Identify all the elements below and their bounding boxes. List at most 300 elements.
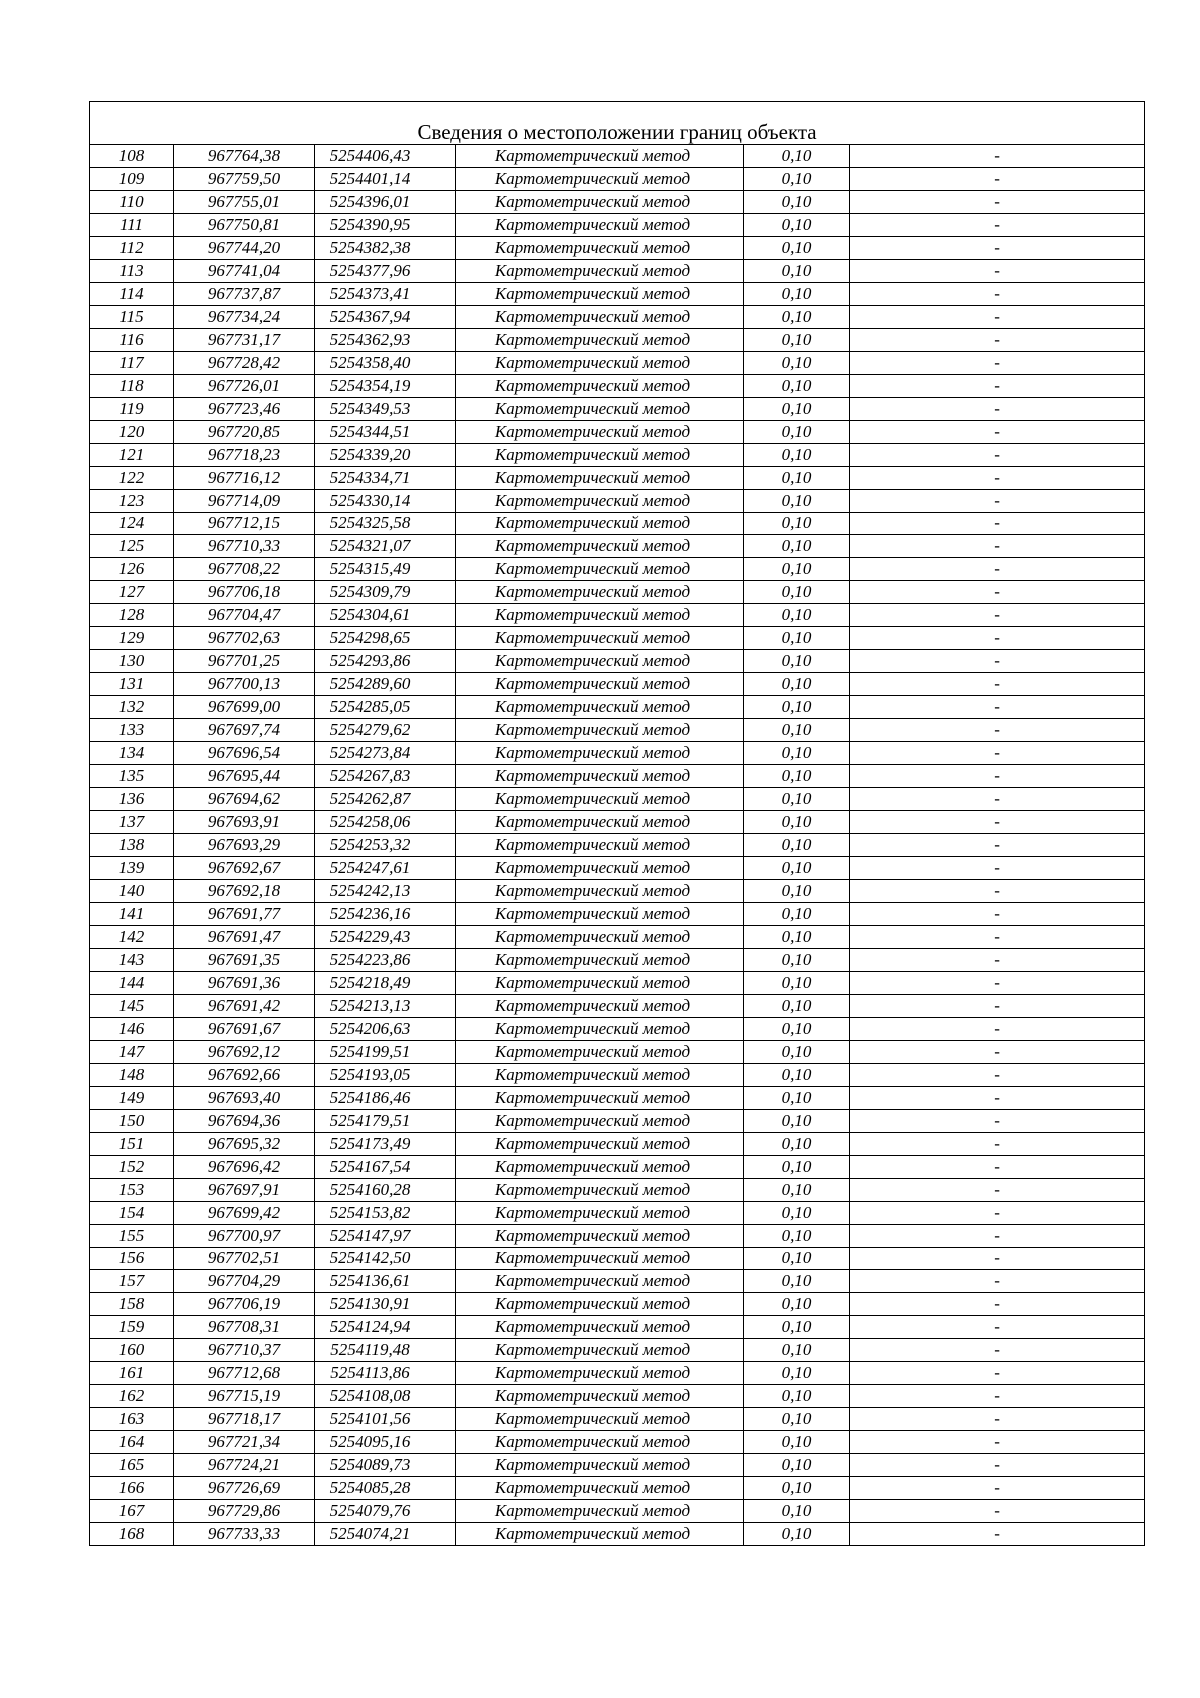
y-coordinate-cell: 5254199,51 [315,1040,456,1063]
table-row [90,604,1145,627]
accuracy-cell: 0,10 [744,994,850,1017]
y-coordinate-cell: 5254309,79 [315,581,456,604]
accuracy-cell: 0,10 [744,535,850,558]
point-number-cell: 113 [90,259,174,282]
y-coordinate-cell: 5254124,94 [315,1316,456,1339]
y-coordinate-cell: 5254095,16 [315,1431,456,1454]
accuracy-cell: 0,10 [744,374,850,397]
accuracy-cell: 0,10 [744,834,850,857]
description-cell: - [850,994,1145,1017]
point-number-cell: 152 [90,1155,174,1178]
point-number-cell: 144 [90,971,174,994]
accuracy-cell: 0,10 [744,857,850,880]
table-row [90,282,1145,305]
description-cell: - [850,512,1145,535]
table-row [90,1500,1145,1523]
y-coordinate-cell: 5254325,58 [315,512,456,535]
description-cell: - [850,1316,1145,1339]
description-cell: - [850,535,1145,558]
accuracy-cell: 0,10 [744,351,850,374]
method-cell: Картометрический метод [456,948,744,971]
point-number-cell: 119 [90,397,174,420]
accuracy-cell: 0,10 [744,167,850,190]
accuracy-cell: 0,10 [744,1316,850,1339]
method-cell: Картометрический метод [456,1454,744,1477]
point-number-cell: 128 [90,604,174,627]
point-number-cell: 163 [90,1408,174,1431]
accuracy-cell: 0,10 [744,696,850,719]
x-coordinate-cell: 967696,42 [174,1155,315,1178]
accuracy-cell: 0,10 [744,1224,850,1247]
table-row [90,994,1145,1017]
x-coordinate-cell: 967691,47 [174,925,315,948]
table-body [90,145,1145,1546]
x-coordinate-cell: 967691,35 [174,948,315,971]
y-coordinate-cell: 5254242,13 [315,880,456,903]
accuracy-cell: 0,10 [744,1132,850,1155]
y-coordinate-cell: 5254279,62 [315,719,456,742]
description-cell: - [850,1293,1145,1316]
method-cell: Картометрический метод [456,213,744,236]
table-row [90,971,1145,994]
point-number-cell: 121 [90,443,174,466]
accuracy-cell: 0,10 [744,1500,850,1523]
table-row [90,1040,1145,1063]
accuracy-cell: 0,10 [744,880,850,903]
point-number-cell: 124 [90,512,174,535]
method-cell: Картометрический метод [456,696,744,719]
accuracy-cell: 0,10 [744,145,850,168]
point-number-cell: 138 [90,834,174,857]
point-number-cell: 130 [90,650,174,673]
point-number-cell: 109 [90,167,174,190]
description-cell: - [850,1201,1145,1224]
point-number-cell: 161 [90,1362,174,1385]
accuracy-cell: 0,10 [744,925,850,948]
description-cell: - [850,236,1145,259]
table-row [90,1017,1145,1040]
method-cell: Картометрический метод [456,443,744,466]
accuracy-cell: 0,10 [744,673,850,696]
x-coordinate-cell: 967706,19 [174,1293,315,1316]
method-cell: Картометрический метод [456,535,744,558]
point-number-cell: 164 [90,1431,174,1454]
x-coordinate-cell: 967714,09 [174,489,315,512]
x-coordinate-cell: 967706,18 [174,581,315,604]
accuracy-cell: 0,10 [744,1247,850,1270]
point-number-cell: 136 [90,788,174,811]
description-cell: - [850,604,1145,627]
point-number-cell: 125 [90,535,174,558]
y-coordinate-cell: 5254085,28 [315,1477,456,1500]
method-cell: Картометрический метод [456,167,744,190]
method-cell: Картометрический метод [456,1500,744,1523]
method-cell: Картометрический метод [456,1155,744,1178]
method-cell: Картометрический метод [456,1362,744,1385]
description-cell: - [850,190,1145,213]
description-cell: - [850,489,1145,512]
y-coordinate-cell: 5254130,91 [315,1293,456,1316]
method-cell: Картометрический метод [456,581,744,604]
description-cell: - [850,1270,1145,1293]
point-number-cell: 112 [90,236,174,259]
y-coordinate-cell: 5254262,87 [315,788,456,811]
point-number-cell: 110 [90,190,174,213]
x-coordinate-cell: 967691,67 [174,1017,315,1040]
method-cell: Картометрический метод [456,236,744,259]
x-coordinate-cell: 967697,74 [174,719,315,742]
x-coordinate-cell: 967692,67 [174,857,315,880]
description-cell: - [850,167,1145,190]
y-coordinate-cell: 5254258,06 [315,811,456,834]
x-coordinate-cell: 967737,87 [174,282,315,305]
y-coordinate-cell: 5254113,86 [315,1362,456,1385]
accuracy-cell: 0,10 [744,811,850,834]
description-cell: - [850,948,1145,971]
method-cell: Картометрический метод [456,466,744,489]
description-cell: - [850,558,1145,581]
y-coordinate-cell: 5254321,07 [315,535,456,558]
description-cell: - [850,466,1145,489]
y-coordinate-cell: 5254367,94 [315,305,456,328]
method-cell: Картометрический метод [456,282,744,305]
accuracy-cell: 0,10 [744,1431,850,1454]
accuracy-cell: 0,10 [744,397,850,420]
x-coordinate-cell: 967701,25 [174,650,315,673]
accuracy-cell: 0,10 [744,1086,850,1109]
y-coordinate-cell: 5254142,50 [315,1247,456,1270]
point-number-cell: 146 [90,1017,174,1040]
description-cell: - [850,374,1145,397]
x-coordinate-cell: 967702,51 [174,1247,315,1270]
method-cell: Картометрический метод [456,788,744,811]
y-coordinate-cell: 5254229,43 [315,925,456,948]
table-title-row [90,102,1145,145]
method-cell: Картометрический метод [456,880,744,903]
method-cell: Картометрический метод [456,902,744,925]
accuracy-cell: 0,10 [744,948,850,971]
x-coordinate-cell: 967691,36 [174,971,315,994]
accuracy-cell: 0,10 [744,190,850,213]
table-row [90,167,1145,190]
table-row [90,397,1145,420]
accuracy-cell: 0,10 [744,650,850,673]
point-number-cell: 135 [90,765,174,788]
accuracy-cell: 0,10 [744,1201,850,1224]
accuracy-cell: 0,10 [744,1362,850,1385]
x-coordinate-cell: 967692,66 [174,1063,315,1086]
y-coordinate-cell: 5254358,40 [315,351,456,374]
table-row [90,1523,1145,1546]
point-number-cell: 155 [90,1224,174,1247]
y-coordinate-cell: 5254147,97 [315,1224,456,1247]
point-number-cell: 111 [90,213,174,236]
y-coordinate-cell: 5254362,93 [315,328,456,351]
method-cell: Картометрический метод [456,420,744,443]
x-coordinate-cell: 967697,91 [174,1178,315,1201]
description-cell: - [850,971,1145,994]
y-coordinate-cell: 5254377,96 [315,259,456,282]
point-number-cell: 118 [90,374,174,397]
description-cell: - [850,1408,1145,1431]
y-coordinate-cell: 5254179,51 [315,1109,456,1132]
y-coordinate-cell: 5254293,86 [315,650,456,673]
accuracy-cell: 0,10 [744,1178,850,1201]
table-row [90,1454,1145,1477]
y-coordinate-cell: 5254298,65 [315,627,456,650]
method-cell: Картометрический метод [456,994,744,1017]
y-coordinate-cell: 5254108,08 [315,1385,456,1408]
table-row [90,213,1145,236]
point-number-cell: 122 [90,466,174,489]
accuracy-cell: 0,10 [744,1454,850,1477]
method-cell: Картометрический метод [456,397,744,420]
y-coordinate-cell: 5254218,49 [315,971,456,994]
accuracy-cell: 0,10 [744,765,850,788]
description-cell: - [850,1385,1145,1408]
point-number-cell: 159 [90,1316,174,1339]
point-number-cell: 150 [90,1109,174,1132]
accuracy-cell: 0,10 [744,1477,850,1500]
table-row [90,696,1145,719]
x-coordinate-cell: 967726,01 [174,374,315,397]
y-coordinate-cell: 5254334,71 [315,466,456,489]
x-coordinate-cell: 967712,68 [174,1362,315,1385]
document-title: Сведения о местоположении границ объекта [90,102,1145,145]
method-cell: Картометрический метод [456,305,744,328]
x-coordinate-cell: 967726,69 [174,1477,315,1500]
description-cell: - [850,1017,1145,1040]
x-coordinate-cell: 967693,40 [174,1086,315,1109]
point-number-cell: 137 [90,811,174,834]
y-coordinate-cell: 5254136,61 [315,1270,456,1293]
y-coordinate-cell: 5254074,21 [315,1523,456,1546]
method-cell: Картометрический метод [456,811,744,834]
method-cell: Картометрический метод [456,627,744,650]
method-cell: Картометрический метод [456,1040,744,1063]
description-cell: - [850,213,1145,236]
y-coordinate-cell: 5254236,16 [315,902,456,925]
accuracy-cell: 0,10 [744,1385,850,1408]
boundary-coordinates-table [89,101,1145,1546]
table-row [90,190,1145,213]
table-row [90,443,1145,466]
point-number-cell: 162 [90,1385,174,1408]
point-number-cell: 134 [90,742,174,765]
x-coordinate-cell: 967728,42 [174,351,315,374]
description-cell: - [850,397,1145,420]
description-cell: - [850,1178,1145,1201]
table-row [90,1385,1145,1408]
y-coordinate-cell: 5254079,76 [315,1500,456,1523]
accuracy-cell: 0,10 [744,1408,850,1431]
accuracy-cell: 0,10 [744,489,850,512]
point-number-cell: 142 [90,925,174,948]
y-coordinate-cell: 5254349,53 [315,397,456,420]
point-number-cell: 126 [90,558,174,581]
method-cell: Картометрический метод [456,1224,744,1247]
y-coordinate-cell: 5254354,19 [315,374,456,397]
table-row [90,489,1145,512]
description-cell: - [850,788,1145,811]
table-row [90,512,1145,535]
point-number-cell: 149 [90,1086,174,1109]
y-coordinate-cell: 5254382,38 [315,236,456,259]
point-number-cell: 151 [90,1132,174,1155]
method-cell: Картометрический метод [456,719,744,742]
point-number-cell: 140 [90,880,174,903]
description-cell: - [850,305,1145,328]
x-coordinate-cell: 967734,24 [174,305,315,328]
y-coordinate-cell: 5254153,82 [315,1201,456,1224]
accuracy-cell: 0,10 [744,213,850,236]
x-coordinate-cell: 967694,36 [174,1109,315,1132]
y-coordinate-cell: 5254213,13 [315,994,456,1017]
description-cell: - [850,925,1145,948]
point-number-cell: 123 [90,489,174,512]
accuracy-cell: 0,10 [744,902,850,925]
x-coordinate-cell: 967691,42 [174,994,315,1017]
x-coordinate-cell: 967724,21 [174,1454,315,1477]
x-coordinate-cell: 967691,77 [174,902,315,925]
description-cell: - [850,650,1145,673]
accuracy-cell: 0,10 [744,1017,850,1040]
table-row [90,1063,1145,1086]
method-cell: Картометрический метод [456,765,744,788]
y-coordinate-cell: 5254186,46 [315,1086,456,1109]
x-coordinate-cell: 967759,50 [174,167,315,190]
description-cell: - [850,351,1145,374]
method-cell: Картометрический метод [456,374,744,397]
method-cell: Картометрический метод [456,1385,744,1408]
method-cell: Картометрический метод [456,1017,744,1040]
y-coordinate-cell: 5254167,54 [315,1155,456,1178]
y-coordinate-cell: 5254160,28 [315,1178,456,1201]
table-row [90,1247,1145,1270]
point-number-cell: 108 [90,145,174,168]
point-number-cell: 157 [90,1270,174,1293]
x-coordinate-cell: 967696,54 [174,742,315,765]
point-number-cell: 154 [90,1201,174,1224]
x-coordinate-cell: 967723,46 [174,397,315,420]
x-coordinate-cell: 967702,63 [174,627,315,650]
method-cell: Картометрический метод [456,1316,744,1339]
method-cell: Картометрический метод [456,259,744,282]
x-coordinate-cell: 967699,00 [174,696,315,719]
accuracy-cell: 0,10 [744,1293,850,1316]
point-number-cell: 117 [90,351,174,374]
method-cell: Картометрический метод [456,1431,744,1454]
y-coordinate-cell: 5254304,61 [315,604,456,627]
description-cell: - [850,696,1145,719]
method-cell: Картометрический метод [456,1408,744,1431]
point-number-cell: 116 [90,328,174,351]
method-cell: Картометрический метод [456,834,744,857]
table-row [90,880,1145,903]
point-number-cell: 153 [90,1178,174,1201]
description-cell: - [850,259,1145,282]
description-cell: - [850,443,1145,466]
table-row [90,1362,1145,1385]
point-number-cell: 148 [90,1063,174,1086]
accuracy-cell: 0,10 [744,259,850,282]
table-row [90,1408,1145,1431]
description-cell: - [850,1362,1145,1385]
table-row [90,581,1145,604]
x-coordinate-cell: 967695,32 [174,1132,315,1155]
accuracy-cell: 0,10 [744,443,850,466]
y-coordinate-cell: 5254173,49 [315,1132,456,1155]
y-coordinate-cell: 5254339,20 [315,443,456,466]
table-row [90,1477,1145,1500]
point-number-cell: 156 [90,1247,174,1270]
table-row [90,328,1145,351]
table-row [90,1224,1145,1247]
accuracy-cell: 0,10 [744,466,850,489]
point-number-cell: 166 [90,1477,174,1500]
accuracy-cell: 0,10 [744,581,850,604]
accuracy-cell: 0,10 [744,742,850,765]
description-cell: - [850,1063,1145,1086]
accuracy-cell: 0,10 [744,971,850,994]
method-cell: Картометрический метод [456,1247,744,1270]
x-coordinate-cell: 967704,47 [174,604,315,627]
table-row [90,145,1145,168]
x-coordinate-cell: 967733,33 [174,1523,315,1546]
method-cell: Картометрический метод [456,1109,744,1132]
description-cell: - [850,328,1145,351]
accuracy-cell: 0,10 [744,604,850,627]
x-coordinate-cell: 967692,12 [174,1040,315,1063]
method-cell: Картометрический метод [456,512,744,535]
table-row [90,811,1145,834]
point-number-cell: 120 [90,420,174,443]
table-row [90,834,1145,857]
x-coordinate-cell: 967708,31 [174,1316,315,1339]
x-coordinate-cell: 967708,22 [174,558,315,581]
table-row [90,1132,1145,1155]
accuracy-cell: 0,10 [744,305,850,328]
x-coordinate-cell: 967712,15 [174,512,315,535]
description-cell: - [850,742,1145,765]
table-row [90,742,1145,765]
method-cell: Картометрический метод [456,489,744,512]
table-row [90,558,1145,581]
x-coordinate-cell: 967718,17 [174,1408,315,1431]
x-coordinate-cell: 967721,34 [174,1431,315,1454]
x-coordinate-cell: 967716,12 [174,466,315,489]
table-row [90,236,1145,259]
table-row [90,1316,1145,1339]
description-cell: - [850,1523,1145,1546]
accuracy-cell: 0,10 [744,1270,850,1293]
description-cell: - [850,1132,1145,1155]
y-coordinate-cell: 5254401,14 [315,167,456,190]
y-coordinate-cell: 5254289,60 [315,673,456,696]
point-number-cell: 165 [90,1454,174,1477]
y-coordinate-cell: 5254193,05 [315,1063,456,1086]
table-row [90,948,1145,971]
table-row [90,374,1145,397]
method-cell: Картометрический метод [456,650,744,673]
method-cell: Картометрический метод [456,558,744,581]
x-coordinate-cell: 967700,97 [174,1224,315,1247]
y-coordinate-cell: 5254267,83 [315,765,456,788]
table-row [90,673,1145,696]
description-cell: - [850,902,1145,925]
table-row [90,627,1145,650]
description-cell: - [850,420,1145,443]
